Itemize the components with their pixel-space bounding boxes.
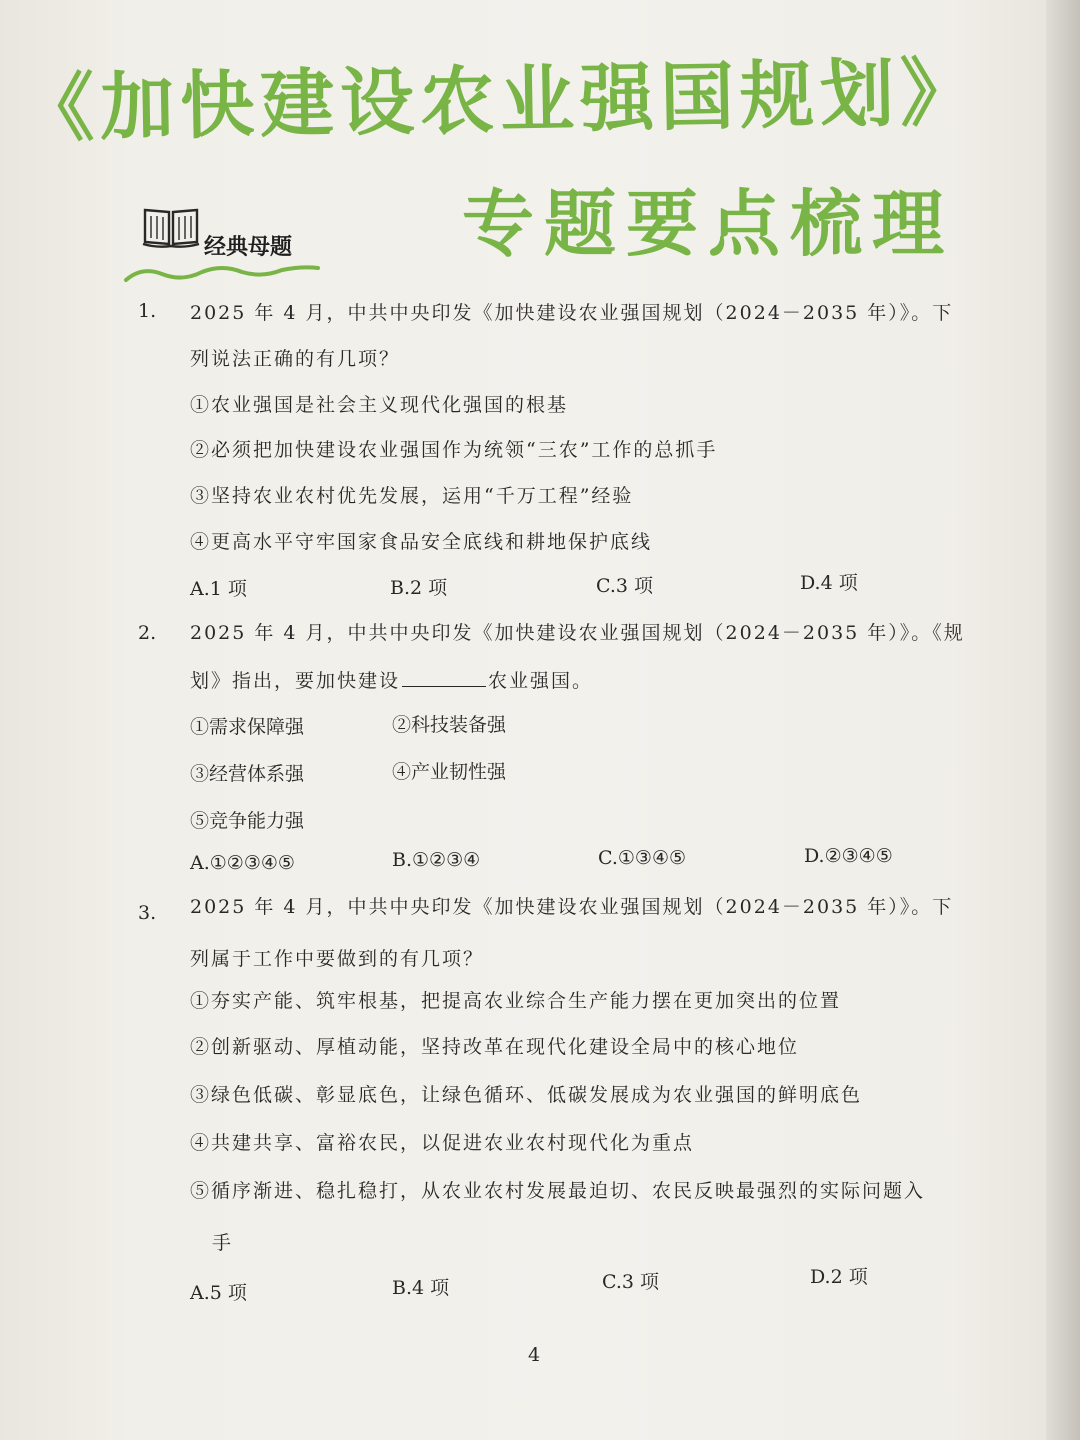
question-stem-line1: 2025 年 4 月，中共中央印发《加快建设农业强国规划（2024－2035 年）》。下 [190, 896, 954, 918]
handwritten-title-line2: 专题要点梳理 [462, 182, 955, 266]
statement-item: ⑤竞争能力强 [190, 810, 305, 832]
choice-d: D.2 项 [810, 1266, 868, 1288]
question-number: 3. [138, 902, 157, 924]
choice-a: A.1 项 [190, 578, 247, 600]
stem-text-before-blank: 划》指出，要加快建设 [190, 670, 401, 692]
choice-b: B.4 项 [392, 1277, 450, 1299]
statement-item: ④共建共享、富裕农民，以促进农业农村现代化为重点 [190, 1132, 695, 1154]
stem-text-after-blank: 农业强国。 [488, 670, 594, 692]
choice-c: C.3 项 [602, 1271, 660, 1293]
book-icon [142, 204, 200, 250]
choice-a: A.5 项 [190, 1282, 247, 1304]
statement-item: ①夯实产能、筑牢根基，把提高农业综合生产能力摆在更加突出的位置 [190, 990, 842, 1012]
choice-c: C.①③④⑤ [598, 847, 687, 869]
statement-item: ④产业韧性强 [392, 761, 507, 783]
choice-c: C.3 项 [596, 575, 654, 597]
choice-b: B.①②③④ [392, 849, 481, 871]
statement-item: ②科技装备强 [392, 714, 507, 736]
choice-b: B.2 项 [390, 577, 448, 599]
handwritten-title-line1: 《加快建设农业强国规划》 [19, 49, 981, 153]
choice-d: D.4 项 [800, 572, 858, 594]
statement-item: ①需求保障强 [190, 716, 305, 738]
statement-item: ①农业强国是社会主义现代化强国的根基 [190, 394, 569, 416]
statement-item: ③经营体系强 [190, 763, 305, 785]
page-number: 4 [528, 1344, 541, 1366]
choice-a: A.①②③④⑤ [190, 852, 295, 874]
statement-item: ④更高水平守牢国家食品安全底线和耕地保护底线 [190, 531, 653, 553]
section-header [142, 202, 342, 292]
statement-item: ⑤循序渐进、稳扎稳打，从农业农村发展最迫切、农民反映最强烈的实际问题入 [190, 1180, 926, 1202]
answer-blank [402, 668, 486, 687]
question-number: 1. [138, 300, 157, 322]
question-stem-line2: 列说法正确的有几项？ [190, 348, 401, 370]
question-stem-line2 [190, 666, 593, 693]
statement-item: ③绿色低碳、彰显底色，让绿色循环、低碳发展成为农业强国的鲜明底色 [190, 1084, 863, 1106]
question-stem-line1: 2025 年 4 月，中共中央印发《加快建设农业强国规划（2024－2035 年）》。《规 [190, 622, 965, 644]
page-edge-shadow [1046, 0, 1080, 1440]
section-label: 经典母题 [204, 235, 293, 260]
statement-item: ②创新驱动、厚植动能，坚持改革在现代化建设全局中的核心地位 [190, 1036, 800, 1058]
statement-item: ③坚持农业农村优先发展，运用“千万工程”经验 [190, 485, 634, 507]
question-stem-line1: 2025 年 4 月，中共中央印发《加快建设农业强国规划（2024－2035 年）》。下 [190, 302, 954, 324]
statement-item: ②必须把加快建设农业强国作为统领“三农”工作的总抓手 [190, 439, 718, 461]
question-stem-line2: 列属于工作中要做到的有几项？ [190, 948, 485, 970]
choice-d: D.②③④⑤ [804, 845, 893, 867]
question-number: 2. [138, 622, 157, 644]
wave-underline-icon [122, 260, 322, 288]
statement-continuation: 手 [212, 1232, 234, 1254]
